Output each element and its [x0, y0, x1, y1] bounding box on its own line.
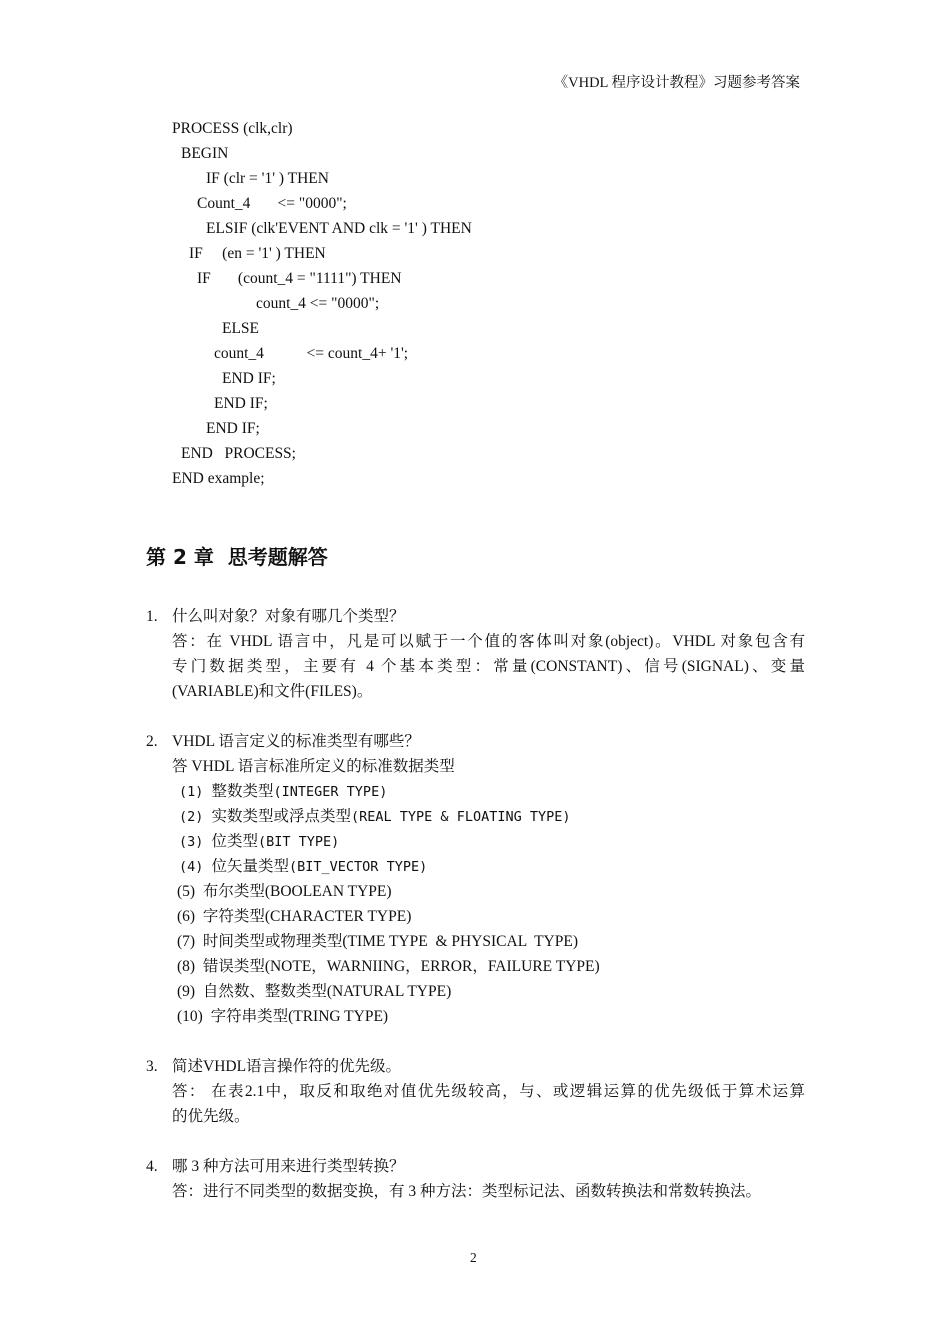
question-number: 2. — [146, 733, 158, 750]
answer-intro: 答 VHDL 语言标准所定义的标准数据类型 — [172, 758, 455, 775]
code-line: IF (clr = '1' ) THEN — [206, 170, 329, 187]
chapter-title: 第 2 章 思考题解答 — [146, 545, 328, 569]
question-text: VHDL 语言定义的标准类型有哪些？ — [172, 733, 420, 750]
question-number: 3. — [146, 1058, 158, 1075]
answer-line: 的优先级。 — [172, 1108, 250, 1125]
code-line: PROCESS (clk,clr) — [172, 120, 293, 137]
code-line: IF (count_4 = "1111") THEN — [197, 270, 402, 287]
type-item: (6) 字符类型(CHARACTER TYPE) — [177, 908, 412, 925]
type-item: (8) 错误类型(NOTE，WARNIING，ERROR，FAILURE TYPE) — [177, 958, 600, 975]
type-item: (5) 布尔类型(BOOLEAN TYPE) — [177, 883, 392, 900]
answer-line: 答：进行不同类型的数据变换，有 3 种方法：类型标记法、函数转换法和常数转换法。 — [172, 1183, 762, 1200]
question-number: 1. — [146, 608, 158, 625]
code-line: BEGIN — [181, 145, 229, 162]
question-text: 简述VHDL语言操作符的优先级。 — [172, 1058, 402, 1075]
type-item: (4) 位矢量类型(BIT_VECTOR TYPE) — [179, 858, 428, 875]
code-line: END IF; — [222, 370, 276, 387]
code-line: count_4 <= "0000"; — [256, 295, 380, 312]
code-line: ELSE — [222, 320, 260, 337]
type-item: (2) 实数类型或浮点类型(REAL TYPE & FLOATING TYPE) — [179, 808, 571, 825]
code-line: END example; — [172, 470, 265, 487]
answer-line: 答：在 VHDL 语言中，凡是可以赋于一个值的客体叫对象(object)。VHDL 对象包含有 — [172, 633, 805, 650]
type-item: (1) 整数类型(INTEGER TYPE) — [179, 783, 388, 800]
code-line: END IF; — [214, 395, 268, 412]
question-text: 什么叫对象？对象有哪几个类型？ — [172, 608, 405, 625]
question-text: 哪 3 种方法可用来进行类型转换？ — [172, 1158, 405, 1175]
type-item: (10) 字符串类型(TRING TYPE) — [177, 1008, 389, 1025]
answer-line: 答： 在表2.1中，取反和取绝对值优先级较高，与、或逻辑运算的优先级低于算术运算 — [172, 1083, 805, 1100]
type-item: (7) 时间类型或物理类型(TIME TYPE & PHYSICAL TYPE) — [177, 933, 578, 950]
type-item: (9) 自然数、整数类型(NATURAL TYPE) — [177, 983, 452, 1000]
code-line: ELSIF (clk'EVENT AND clk = '1' ) THEN — [206, 220, 472, 237]
code-line: END PROCESS; — [181, 445, 296, 462]
answer-line: 专门数据类型，主要有 4 个基本类型：常量(CONSTANT)、信号(SIGNAL)、变量 — [172, 658, 805, 675]
page-number: 2 — [470, 1250, 477, 1265]
code-line: Count_4 <= "0000"; — [197, 195, 347, 212]
code-line: IF (en = '1' ) THEN — [189, 245, 326, 262]
answer-line: (VARIABLE)和文件(FILES)。 — [172, 683, 373, 700]
code-line: count_4 <= count_4+ '1'; — [214, 345, 409, 362]
question-number: 4. — [146, 1158, 158, 1175]
running-header: 《VHDL 程序设计教程》习题参考答案 — [553, 75, 800, 91]
type-item: (3) 位类型(BIT TYPE) — [179, 833, 340, 850]
code-line: END IF; — [206, 420, 260, 437]
